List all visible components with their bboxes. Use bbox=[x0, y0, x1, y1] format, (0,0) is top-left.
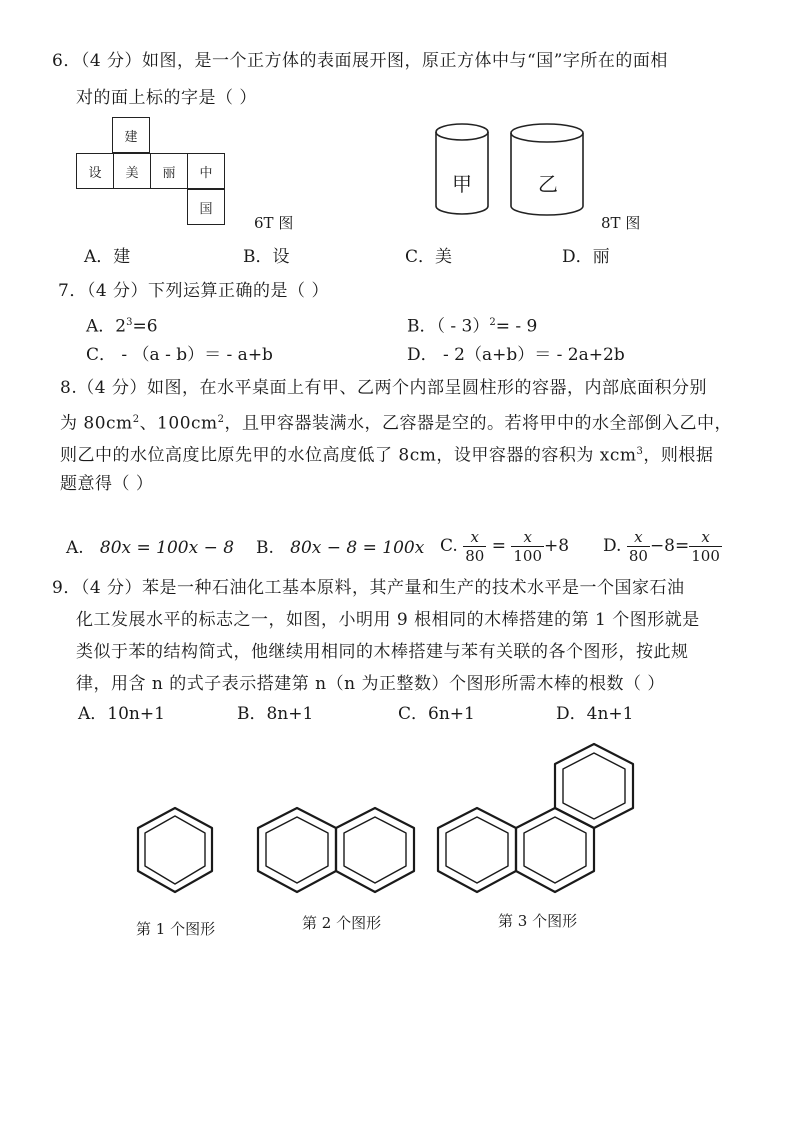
q8-option-d-minus8: −8 bbox=[649, 536, 675, 556]
figure3-inner-middle bbox=[524, 817, 586, 883]
net-cell-li: 丽 bbox=[150, 153, 188, 189]
q6-option-b: B．设 bbox=[243, 247, 290, 267]
q8-option-c-frac2 bbox=[511, 528, 544, 565]
figure3-inner-left bbox=[446, 817, 508, 883]
net-cell-she: 设 bbox=[76, 153, 114, 189]
net-cell-zhong: 中 bbox=[187, 153, 225, 189]
frac-denominator: 100 bbox=[513, 547, 543, 565]
q8-option-d-frac1 bbox=[627, 528, 650, 565]
q8-option-b-eq: 80x − 8 = 100x bbox=[290, 538, 425, 558]
q7-option-a bbox=[86, 312, 158, 338]
figure2-hexagon-left bbox=[258, 808, 336, 892]
q6-option-a: A．建 bbox=[84, 247, 131, 267]
q6-option-c: C．美 bbox=[405, 247, 453, 267]
q9-option-a: A．10n+1 bbox=[78, 704, 165, 724]
q9-stem-line2: 化工发展水平的标志之一，如图，小明用 9 根相同的木棒搭建的第 1 个图形就是 bbox=[76, 610, 700, 630]
figure2-caption: 第 2 个图形 bbox=[302, 914, 382, 932]
q7-option-d: D． - 2（a+b）＝ - 2a+2b bbox=[407, 345, 625, 365]
q8-option-c-label: C. bbox=[440, 536, 458, 556]
q7-option-c: C． - （a - b）＝ - a+b bbox=[86, 345, 273, 365]
frac-numerator: x bbox=[511, 528, 544, 547]
q8-option-c-plus8: +8 bbox=[544, 536, 570, 556]
cylinder-yi-label: 乙 bbox=[538, 172, 558, 196]
q8-option-c bbox=[440, 526, 569, 566]
q7-option-b-exp: 2 bbox=[489, 317, 496, 328]
frac-numerator: x bbox=[463, 528, 486, 547]
q8-stem-line2 bbox=[60, 409, 732, 435]
q8-figure-caption: 8T 图 bbox=[601, 214, 641, 232]
q6-figure-caption: 6T 图 bbox=[254, 214, 294, 232]
figure3-caption: 第 3 个图形 bbox=[498, 912, 578, 930]
figure3-hexagon-left bbox=[438, 808, 516, 892]
q8-option-c-frac1 bbox=[463, 528, 486, 565]
q8-option-d-eq-sign: = bbox=[675, 536, 690, 556]
figure1-caption: 第 1 个图形 bbox=[136, 920, 216, 938]
cylinder-jia-label: 甲 bbox=[452, 172, 472, 196]
q8-option-d-label: D. bbox=[603, 536, 622, 556]
q8-line2-rest: ，且甲容器装满水，乙容器是空的。若将甲中的水全部倒入乙中， bbox=[224, 413, 733, 434]
q7-option-a-exp: 3 bbox=[126, 317, 133, 328]
figure1-inner-ring bbox=[145, 816, 205, 884]
figure3-inner-top bbox=[563, 753, 625, 819]
frac-denominator: 100 bbox=[691, 547, 720, 565]
q7-option-a-rest: =6 bbox=[132, 316, 158, 337]
frac-denominator: 80 bbox=[465, 547, 485, 565]
figure3-hexagon-top bbox=[555, 744, 633, 828]
figure2-inner-right bbox=[344, 817, 406, 883]
q8-area-yi: 、100cm bbox=[139, 413, 218, 434]
q9-stem-line4: 律，用含 n 的式子表示搭建第 n（n 为正整数）个图形所需木棒的根数（ ） bbox=[76, 674, 665, 694]
figure2-inner-left bbox=[266, 817, 328, 883]
q8-option-a bbox=[66, 537, 234, 559]
q8-stem-line4: 题意得（ ） bbox=[60, 474, 154, 494]
q6-stem-line1: 6．（4 分）如图，是一个正方体的表面展开图，原正方体中与“国”字所在的面相 bbox=[52, 51, 668, 71]
q6-stem-line2: 对的面上标的字是（ ） bbox=[76, 88, 257, 108]
q9-option-d: D．4n+1 bbox=[556, 704, 634, 724]
q9-stem-line1: 9．（4 分）苯是一种石油化工基本原料，其产量和生产的技术水平是一个国家石油 bbox=[52, 578, 685, 598]
net-cell-jian: 建 bbox=[112, 117, 150, 153]
figure3-hexagon-middle bbox=[516, 808, 594, 892]
q8-line3-rest: ，则根据 bbox=[643, 445, 714, 466]
q8-stem-line1: 8.（4 分）如图，在水平桌面上有甲、乙两个内部呈圆柱形的容器，内部底面积分别 bbox=[60, 378, 707, 398]
q9-option-c: C．6n+1 bbox=[398, 704, 475, 724]
figure2-hexagon-right bbox=[336, 808, 414, 892]
net-cell-guo: 国 bbox=[187, 189, 225, 225]
q7-option-b-base: B．（ - 3） bbox=[407, 316, 490, 337]
q8-cube: 3 bbox=[636, 446, 644, 457]
q8-option-c-eq-sign: = bbox=[491, 536, 506, 556]
q6-option-d: D．丽 bbox=[562, 247, 610, 267]
q9-stem-line3: 类似于苯的结构简式，他继续用相同的木棒搭建与苯有关联的各个图形，按此规 bbox=[76, 642, 689, 662]
q8-option-d bbox=[603, 526, 722, 566]
frac-numerator: x bbox=[689, 528, 722, 547]
figure1-hexagon bbox=[138, 808, 212, 892]
q7-stem: 7．（4 分）下列运算正确的是（ ） bbox=[58, 281, 329, 301]
q7-option-b-rest: = - 9 bbox=[495, 316, 538, 337]
net-cell-mei: 美 bbox=[113, 153, 151, 189]
q8-stem-line3 bbox=[60, 441, 713, 467]
q9-option-b: B．8n+1 bbox=[237, 704, 314, 724]
q8-sq-1: 2 bbox=[132, 414, 140, 425]
q8-sq-2: 2 bbox=[217, 414, 225, 425]
q7-option-b bbox=[407, 312, 537, 338]
frac-numerator: x bbox=[627, 528, 650, 547]
q8-option-d-frac2 bbox=[689, 528, 722, 565]
q7-option-a-base: A．2 bbox=[86, 316, 127, 337]
q8-option-b-label: B. bbox=[256, 538, 274, 558]
q8-option-a-label: A. bbox=[66, 538, 84, 558]
q8-area-jia: 为 80cm bbox=[60, 413, 133, 434]
q8-line3-text: 则乙中的水位高度比原先甲的水位高度低了 8cm，设甲容器的容积为 xcm bbox=[60, 445, 637, 466]
q8-option-a-eq: 80x = 100x − 8 bbox=[99, 538, 235, 558]
benzene-figures bbox=[120, 730, 650, 930]
frac-denominator: 80 bbox=[628, 547, 648, 565]
q8-option-b bbox=[256, 537, 424, 559]
